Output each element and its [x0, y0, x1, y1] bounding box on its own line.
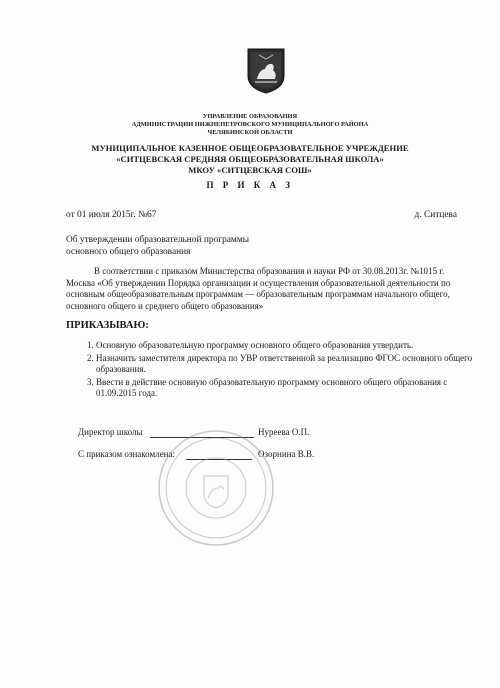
order-item: 3. Ввести в действие основную образовательную программу основного общего образования с 01.09.2015 года.	[96, 377, 488, 400]
director-name: Нуреева О.П.	[258, 427, 310, 437]
ack-label: С приказом ознакомлена:	[78, 449, 175, 459]
school-header-line3: МКОУ «СИТЦЕВСКАЯ СОШ»	[188, 165, 312, 175]
order-preamble: В соответствии с приказом Министерства образования и науки РФ от 30.08.2013г. №1015 г. Москва «Об утверждении Порядка организации и осуществления образовательной деятельности по основным общеобразовательным программам — образовательным программам начального общего, основного общего и среднего общего образования»	[66, 266, 451, 311]
order-place: д. Ситцева	[414, 210, 457, 220]
director-label: Директор школы	[78, 427, 143, 437]
ack-name: Озорнина В.В.	[258, 449, 315, 459]
school-header	[0, 143, 500, 176]
order-date-number: от 01 июля 2015г. №67	[66, 210, 157, 220]
order-item: 2. Назначить заместителя директора по УВР ответственной за реализацию ФГОС основного общего образования.	[96, 353, 488, 376]
order-items-list	[70, 340, 488, 401]
org-header-line2: АДМИНИСТРАЦИИ НИЖНЕПЕТРОВСКОГО МУНИЦИПАЛЬНОГО РАЙОНА	[131, 121, 369, 128]
org-header-line3: ЧЕЛЯБИНСКОЙ ОБЛАСТИ	[207, 129, 293, 136]
school-header-line2: «СИТЦЕВСКАЯ СРЕДНЯЯ ОБЩЕОБРАЗОВАТЕЛЬНАЯ ШКОЛА»	[116, 154, 384, 164]
order-subject	[66, 234, 249, 258]
order-subject-line2: основного общего образования	[66, 247, 191, 257]
org-header-line1: УПРАВЛЕНИЕ ОБРАЗОВАНИЯ	[202, 113, 298, 120]
org-header	[0, 113, 500, 137]
order-subject-line1: Об утверждении образовательной программы	[66, 235, 250, 245]
order-item: 1. Основную образовательную программу основного общего образования утвердить.	[96, 340, 488, 352]
school-header-line1: МУНИЦИПАЛЬНОЕ КАЗЕННОЕ ОБЩЕОБРАЗОВАТЕЛЬНОЕ УЧРЕЖДЕНИЕ	[91, 143, 409, 153]
coat-of-arms-icon	[247, 48, 285, 94]
official-seal-stamp	[156, 428, 276, 548]
order-heading: ПРИКАЗЫВАЮ:	[66, 320, 149, 331]
document-type-title: П Р И К А З	[206, 180, 294, 190]
